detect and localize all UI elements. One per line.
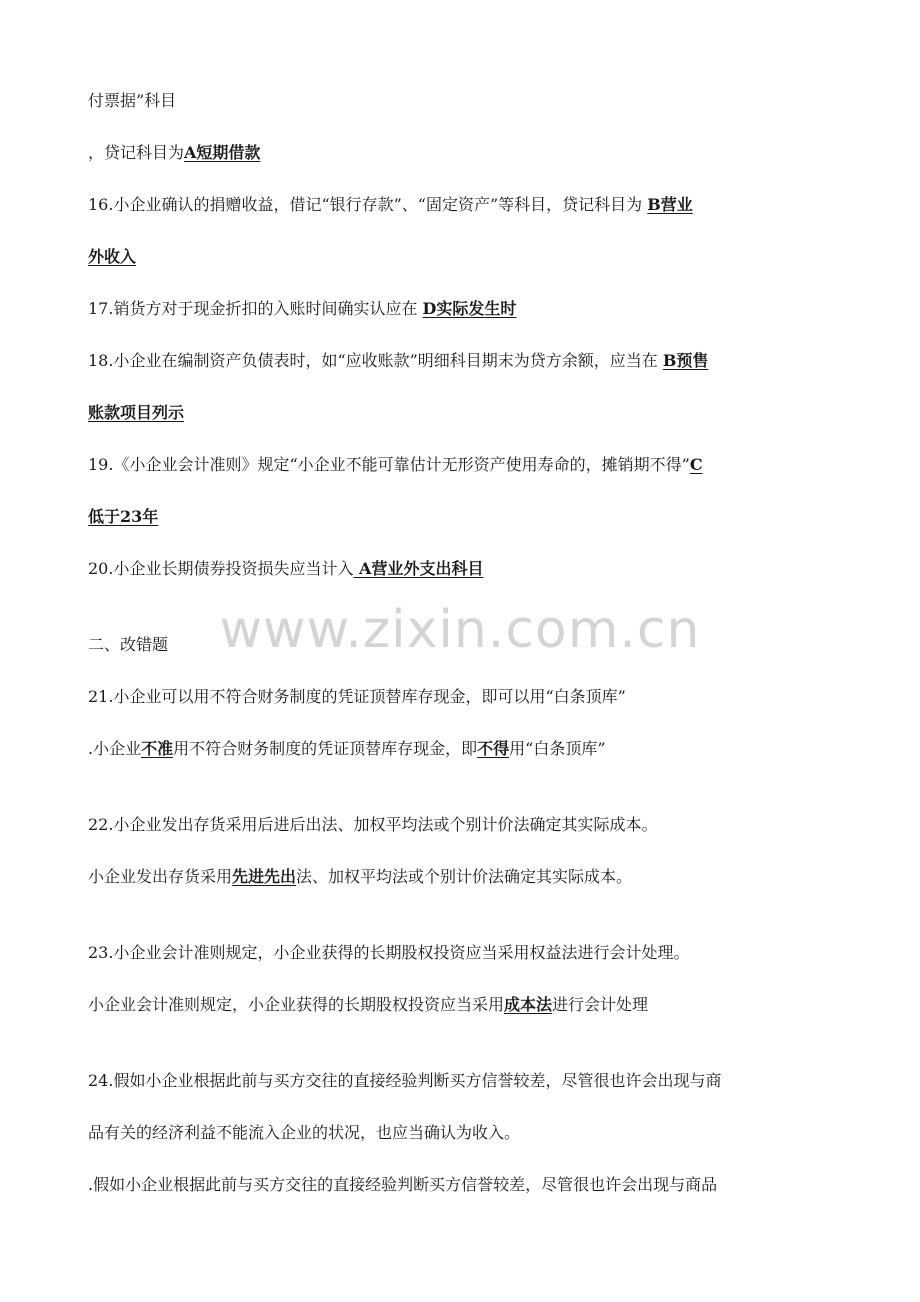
question-text: 24.假如小企业根据此前与买方交往的直接经验判断买方信誉较差，尽管很也许会出现与商 bbox=[88, 1071, 722, 1090]
question-24-continued bbox=[88, 1122, 520, 1144]
question-21 bbox=[88, 686, 626, 708]
question-20 bbox=[88, 558, 483, 580]
answer-text: 不准 bbox=[141, 739, 174, 758]
question-text: 18.小企业在编制资产负债表时，如“应收账款”明细科目期末为贷方余额，应当在 bbox=[88, 351, 663, 370]
question-text: 23.小企业会计准则规定，小企业获得的长期股权投资应当采用权益法进行会计处理。 bbox=[88, 943, 690, 962]
question-text: 16.小企业确认的捐赠收益，借记“银行存款”、“固定资产”等科目，贷记科目为 bbox=[88, 195, 648, 214]
question-text: 品有关的经济利益不能流入企业的状况，也应当确认为收入。 bbox=[88, 1123, 521, 1142]
correction-21 bbox=[88, 738, 606, 760]
question-text: 22.小企业发出存货采用后进后出法、加权平均法或个别计价法确定其实际成本。 bbox=[88, 815, 658, 834]
answer-text: A短期借款 bbox=[184, 143, 261, 162]
question-text: 17.销货方对于现金折扣的入账时间确实认应在 bbox=[88, 299, 423, 318]
question-18 bbox=[88, 350, 708, 372]
watermark: www.zixin.com.cn bbox=[219, 600, 701, 660]
question-text: 21.小企业可以用不符合财务制度的凭证顶替库存现金，即可以用“白条顶库” bbox=[88, 687, 626, 706]
answer-text: 外收入 bbox=[88, 247, 137, 266]
answer-text: 低于23年 bbox=[88, 507, 159, 526]
line-text: 用不符合财务制度的凭证顶替库存现金，即 bbox=[173, 739, 478, 758]
correction-22 bbox=[88, 866, 632, 888]
question-16-continued bbox=[88, 246, 136, 268]
line-text: ，贷记科目为 bbox=[88, 143, 185, 162]
line-text: 法、加权平均法或个别计价法确定其实际成本。 bbox=[296, 867, 633, 886]
correction-24 bbox=[88, 1174, 717, 1196]
question-16 bbox=[88, 194, 693, 216]
answer-text: 不得 bbox=[477, 739, 510, 758]
question-19 bbox=[88, 454, 703, 476]
question-17 bbox=[88, 298, 516, 320]
line-text: 进行会计处理 bbox=[552, 995, 649, 1014]
line-text: .假如小企业根据此前与买方交往的直接经验判断买方信誉较差，尽管很也许会出现与商品 bbox=[88, 1175, 718, 1194]
line-text: 小企业会计准则规定，小企业获得的长期股权投资应当采用 bbox=[88, 995, 505, 1014]
answer-text: B营业 bbox=[647, 195, 693, 214]
answer-text: C bbox=[689, 455, 703, 474]
answer-text: B预售 bbox=[662, 351, 709, 370]
answer-text: A营业外支出科目 bbox=[353, 559, 484, 578]
line-text: 小企业发出存货采用 bbox=[88, 867, 233, 886]
question-15-answer-line bbox=[88, 142, 260, 164]
line-text: 付票据”科目 bbox=[88, 91, 177, 110]
answer-text: D实际发生时 bbox=[422, 299, 517, 318]
question-23 bbox=[88, 942, 689, 964]
section-heading bbox=[88, 634, 168, 656]
question-text: 19.《小企业会计准则》规定“小企业不能可靠估计无形资产使用寿命的，摊销期不得” bbox=[88, 455, 690, 474]
question-19-continued bbox=[88, 506, 158, 528]
line-text: .小企业 bbox=[88, 739, 142, 758]
answer-text: 先进先出 bbox=[232, 867, 297, 886]
question-24 bbox=[88, 1070, 721, 1092]
text-line bbox=[88, 90, 176, 112]
question-18-continued bbox=[88, 402, 184, 424]
answer-text: 成本法 bbox=[504, 995, 553, 1014]
section-title: 二、改错题 bbox=[88, 635, 169, 654]
question-22 bbox=[88, 814, 657, 836]
question-text: 20.小企业长期债券投资损失应当计入 bbox=[88, 559, 354, 578]
answer-text: 账款项目列示 bbox=[88, 403, 185, 422]
correction-23 bbox=[88, 994, 648, 1016]
line-text: 用“白条顶库” bbox=[509, 739, 606, 758]
